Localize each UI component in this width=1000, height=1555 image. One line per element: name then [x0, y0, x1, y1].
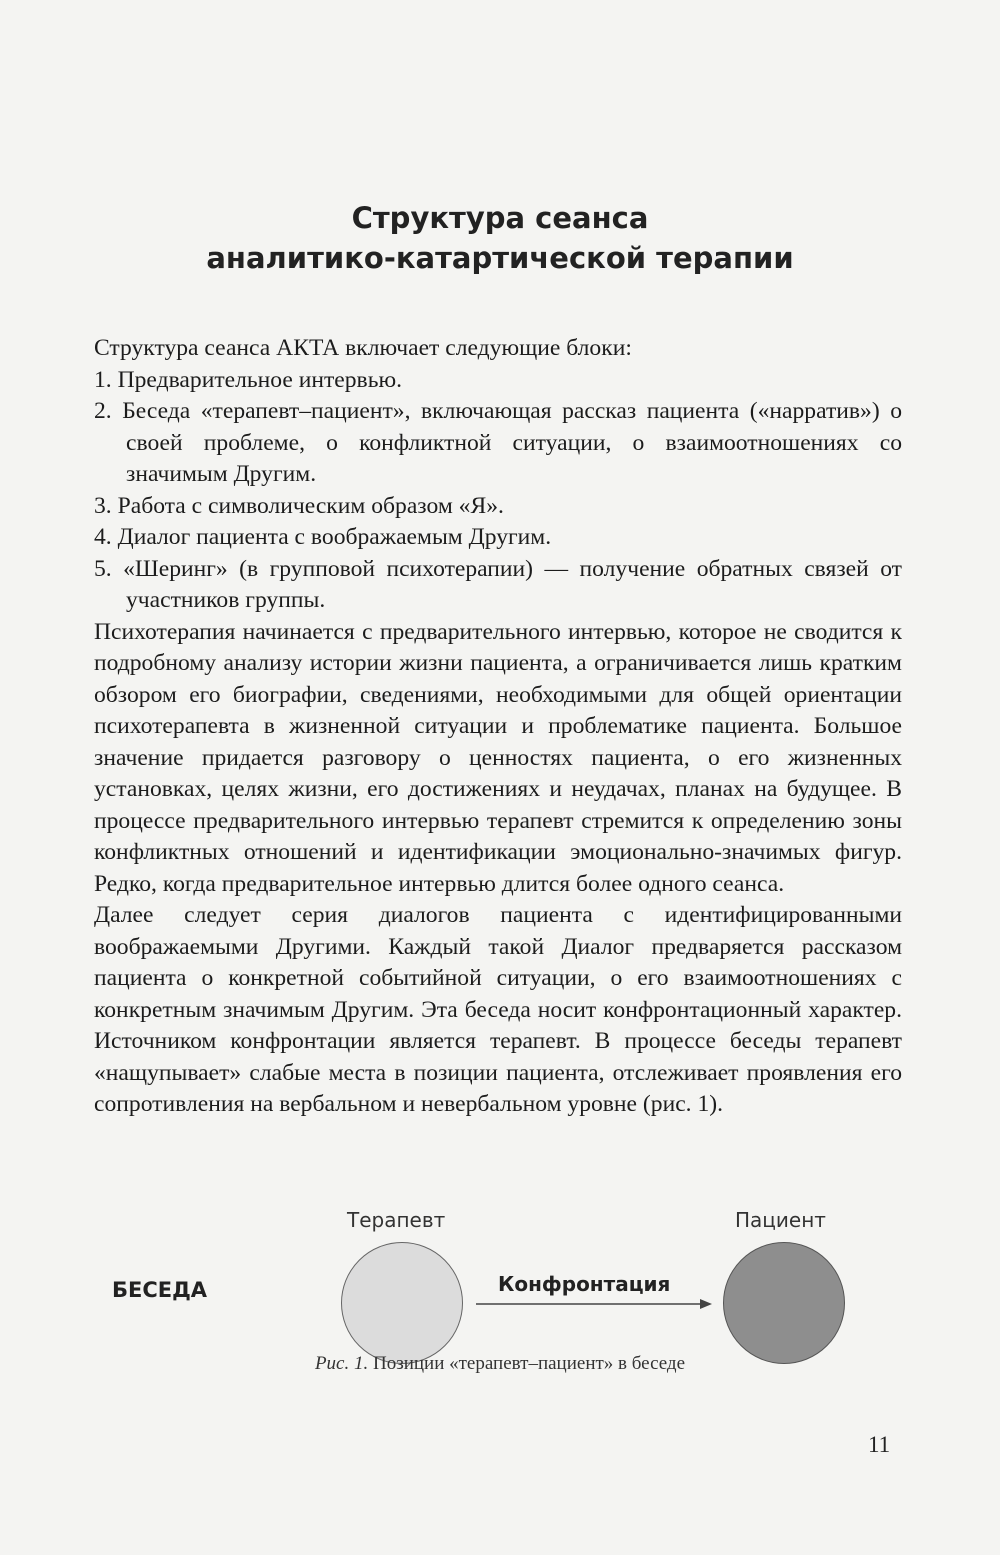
chapter-title: [0, 198, 1000, 278]
list-item: 5. «Шеринг» (в групповой психотерапии) — получение обратных связей от участников группы.: [94, 555, 902, 613]
chapter-title-line-1: Структура сеанса: [351, 201, 649, 235]
figure-caption-prefix: Рис. 1.: [314, 1353, 369, 1374]
arrow-right-icon: [476, 1296, 712, 1312]
chapter-title-line-2: аналитико-катартической терапии: [206, 241, 794, 275]
patient-circle: [723, 1242, 845, 1364]
page-number: 11: [868, 1432, 891, 1457]
confrontation-label: Конфронтация: [498, 1272, 671, 1296]
patient-label: Пациент: [735, 1208, 826, 1232]
figure-caption: [0, 1353, 1000, 1375]
intro-line: Структура сеанса АКТА включает следующие блоки:: [94, 335, 632, 361]
paragraph: Далее следует серия диалогов пациента с идентифицированными воображаемыми Другими. Каждый такой Диалог предваряется рассказом пациента о конкретной событийной ситуации, о его взаимоотношениях с конкретным значимым Другим. Эта беседа носит конфронтационный характер. Источником конфронтации является терапевт. В процессе беседы терапевт «нащупывает» слабые места в позиции пациента, отслеживает проявления его сопротивления на вербальном и невербальном уровне (рис. 1).: [94, 902, 902, 1117]
list-item: 2. Беседа «терапевт–пациент», включающая рассказ пациента («нарратив») о своей проблеме, о конфликтной ситуации, о взаимоотношениях со значимым Другим.: [94, 398, 902, 487]
main-text: [94, 333, 902, 1121]
therapist-label: Терапевт: [347, 1208, 446, 1232]
beseda-label: БЕСЕДА: [112, 1278, 208, 1302]
paragraph: Психотерапия начинается с предварительного интервью, которое не сводится к подробному анализу истории жизни пациента, а ограничивается лишь кратким обзором его биографии, сведениями, необходимыми для общей ориентации психотерапевта в жизненной ситуации и проблематике пациента. Большое значение придается разговору о ценностях пациента, о его жизненных установках, целях жизни, его достижениях и неудачах, планах на будущее. В процессе предварительного интервью терапевт стремится к определению зоны конфликтных отношений и идентификации эмоционально-значимых фигур. Редко, когда предварительное интервью длится более одного сеанса.: [94, 618, 902, 897]
list-item: 3. Работа с символическим образом «Я».: [94, 492, 504, 519]
figure-caption-text: Позиции «терапевт–пациент» в беседе: [368, 1353, 686, 1374]
list-item: 1. Предварительное интервью.: [94, 366, 402, 393]
therapist-circle: [341, 1242, 463, 1364]
session-blocks-list: [94, 365, 902, 617]
figure-1: [0, 1200, 1000, 1430]
list-item: 4. Диалог пациента с воображаемым Другим.: [94, 524, 552, 550]
